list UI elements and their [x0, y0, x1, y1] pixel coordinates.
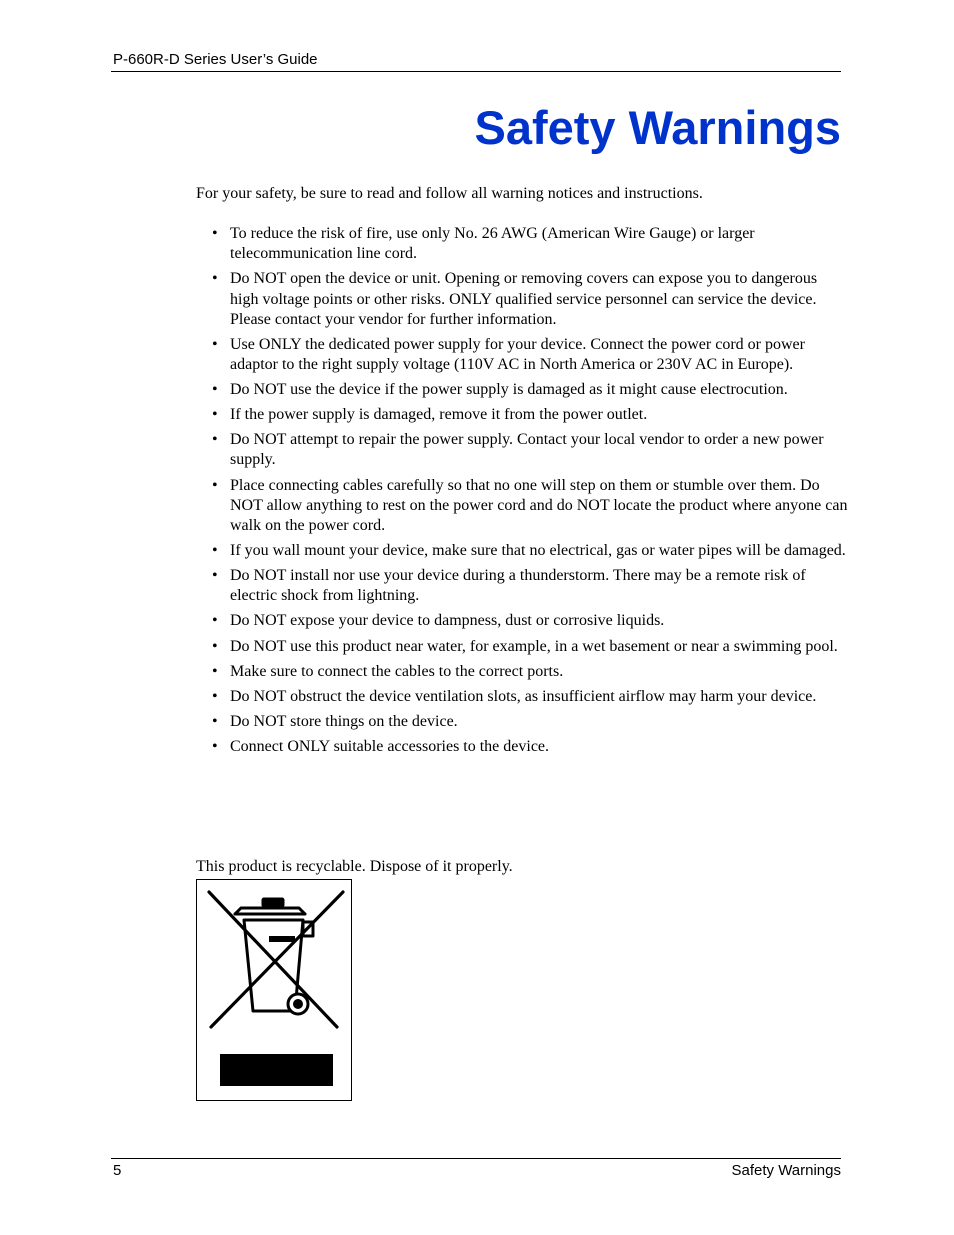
warning-item: • Do NOT attempt to repair the power supply. Contact your local vendor to order a new power supply. [212, 430, 848, 470]
footer-divider [111, 1158, 841, 1159]
warning-item: • To reduce the risk of fire, use only No. 26 AWG (American Wire Gauge) or larger telecommunication line cord. [212, 224, 848, 264]
warning-item: • If you wall mount your device, make sure that no electrical, gas or water pipes will be damaged. [212, 541, 848, 561]
page-title: Safety Warnings [474, 101, 841, 154]
warning-item: • Do NOT store things on the device. [212, 712, 848, 732]
warning-item: • Place connecting cables carefully so that no one will step on them or stumble over them. Do NOT allow anything to rest on the power cord and do NOT locate the product where anyone can walk on the power cord. [212, 476, 848, 537]
warning-list [212, 224, 848, 762]
running-header: P-660R-D Series User’s Guide [113, 51, 318, 68]
warning-item: • Do NOT open the device or unit. Opening or removing covers can expose you to dangerous high voltage points or other risks. ONLY qualified service personnel can service the device. Please contact your vendor for further information. [212, 269, 848, 330]
warning-item: • Use ONLY the dedicated power supply for your device. Connect the power cord or power adaptor to the right supply voltage (110V AC in North America or 230V AC in Europe). [212, 335, 848, 375]
warning-item: • Do NOT expose your device to dampness, dust or corrosive liquids. [212, 611, 848, 631]
warning-item: • Do NOT obstruct the device ventilation slots, as insufficient airflow may harm your device. [212, 687, 848, 707]
warning-item: • If the power supply is damaged, remove it from the power outlet. [212, 405, 848, 425]
crossed-out-wheeled-bin-icon [197, 880, 351, 1100]
recycle-note: This product is recyclable. Dispose of it properly. [196, 858, 513, 875]
warning-item: • Connect ONLY suitable accessories to the device. [212, 737, 848, 757]
footer-section-title: Safety Warnings [731, 1162, 841, 1179]
intro-paragraph: For your safety, be sure to read and follow all warning notices and instructions. [196, 185, 703, 202]
warning-item: • Do NOT use this product near water, for example, in a wet basement or near a swimming pool. [212, 637, 848, 657]
warning-item: • Make sure to connect the cables to the correct ports. [212, 662, 848, 682]
recycle-symbol-frame [196, 879, 352, 1101]
page-number: 5 [113, 1162, 122, 1179]
warning-item: • Do NOT use the device if the power supply is damaged as it might cause electrocution. [212, 380, 848, 400]
header-divider [111, 71, 841, 72]
warning-item: • Do NOT install nor use your device during a thunderstorm. There may be a remote risk of electric shock from lightning. [212, 566, 848, 606]
